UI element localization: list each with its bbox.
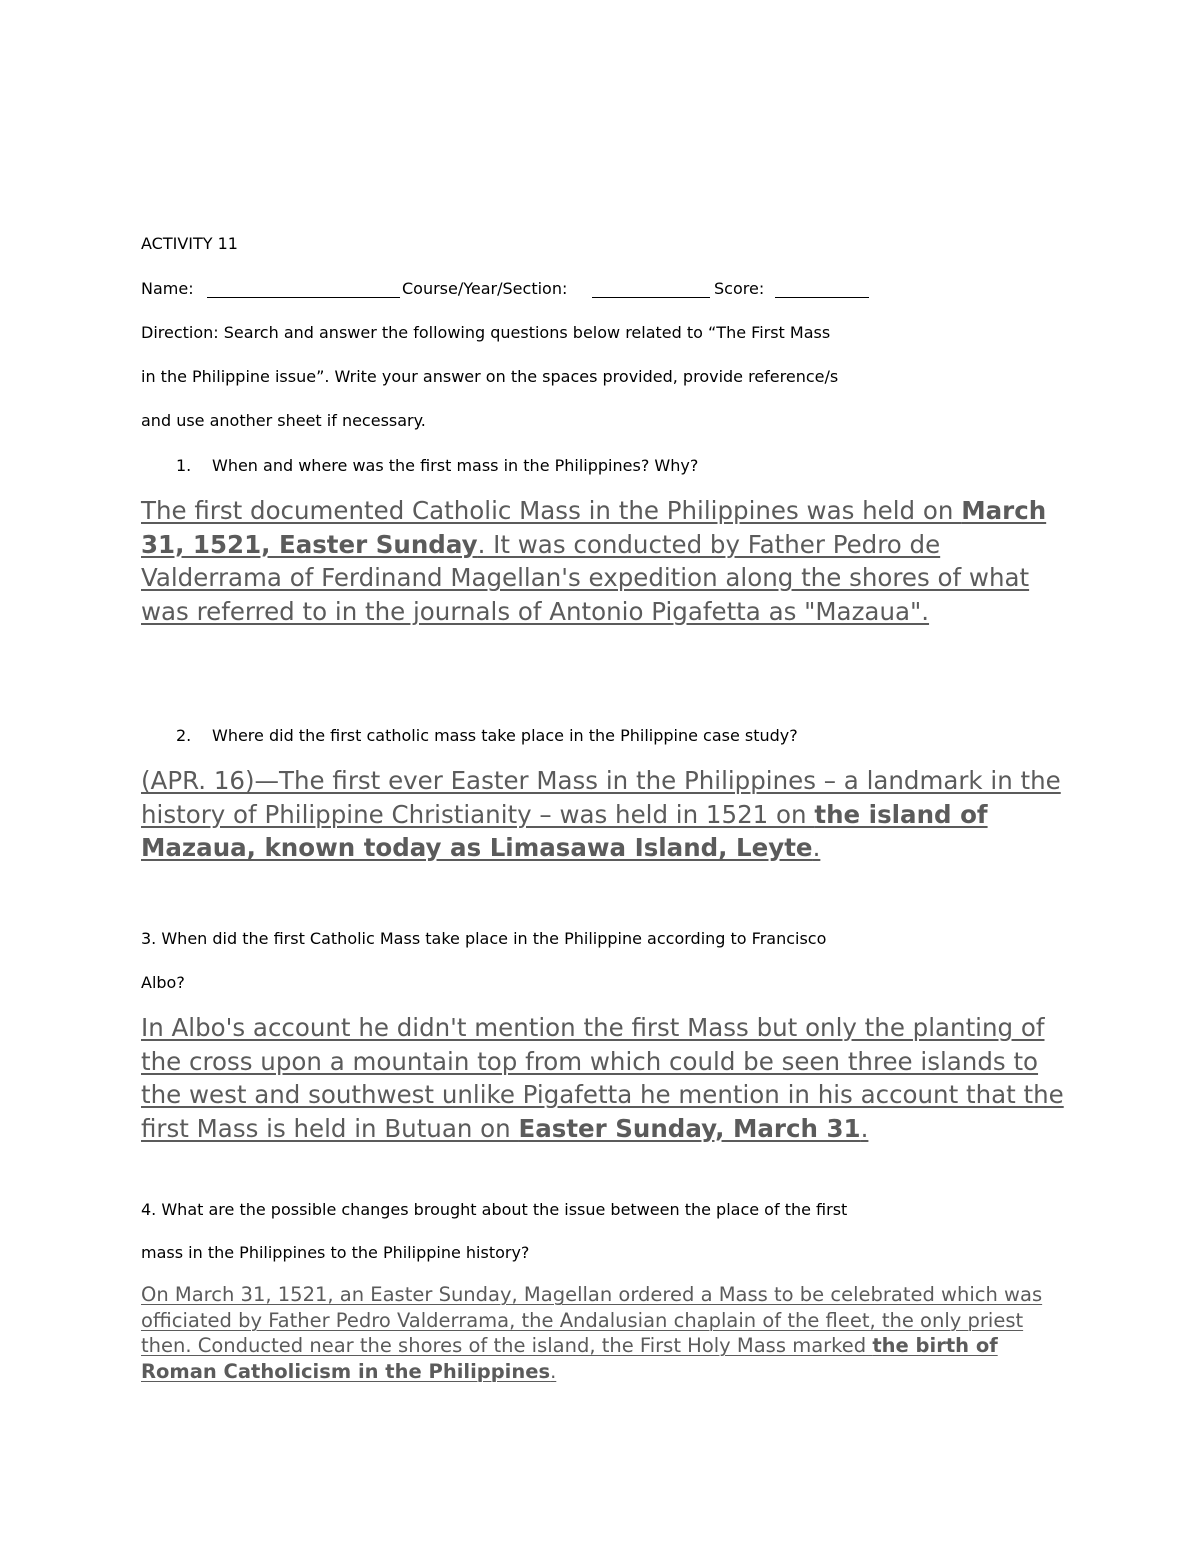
course-blank-line[interactable] (592, 297, 710, 298)
question-4-line-2: mass in the Philippines to the Philippine history? (141, 1243, 530, 1262)
answer-1-text-a: The first documented Catholic Mass in the Philippines was held on (141, 496, 962, 525)
answer-1-text-b: . It was conducted by Father Pedro de Valderrama of Ferdinand Magellan's expedition along the shores of what was referred to in the journals of Antonio Pigafetta as "Mazaua". (141, 529, 1030, 626)
question-2-number: 2. (176, 726, 192, 745)
name-blank-line[interactable] (207, 297, 400, 298)
course-label: Course/Year/Section: (402, 279, 568, 298)
answer-3-text-b: . (860, 1113, 869, 1143)
activity-title: ACTIVITY 11 (141, 234, 238, 253)
name-label: Name: (141, 279, 194, 298)
answer-1 (141, 494, 1071, 628)
question-1-number: 1. (176, 456, 192, 475)
answer-3 (141, 1011, 1071, 1145)
direction-line-1: Direction: Search and answer the following questions below related to “The First Mass (141, 323, 831, 342)
question-2-text: Where did the first catholic mass take place in the Philippine case study? (212, 726, 798, 745)
question-3-line-2: Albo? (141, 973, 185, 992)
answer-4-text-a: On March 31, 1521, an Easter Sunday, Magellan ordered a Mass to be celebrated which was officiated by Father Pedro Valderrama, the Andalusian chaplain of the fleet, the only priest then. Conducted near the shores of the island, the First Holy Mass marked (141, 1283, 1043, 1357)
question-2 (176, 726, 798, 745)
score-label: Score: (714, 279, 765, 298)
answer-2-text-b: . (812, 833, 821, 862)
score-label-row (714, 279, 764, 298)
answer-1-bold: March 31, 1521, Easter Sunday (141, 496, 1047, 559)
answer-3-text-a: In Albo's account he didn't mention the first Mass but only the planting of the cross upon a mountain top from which could be seen three islands to the west and southwest unlike Pigafetta he mention in his account that the first Mass is held in Butuan on (141, 1013, 1064, 1143)
question-1 (176, 456, 698, 475)
question-4-line-1: 4. What are the possible changes brought about the issue between the place of the first (141, 1200, 848, 1219)
course-label-row (402, 279, 567, 298)
direction-line-2: in the Philippine issue”. Write your answer on the spaces provided, provide reference/s (141, 367, 839, 386)
answer-4-text-b: . (550, 1359, 557, 1383)
answer-2-bold: the island of Mazaua, known today as Limasawa Island, Leyte (141, 799, 988, 862)
direction-line-3: and use another sheet if necessary. (141, 411, 426, 430)
answer-4-bold: the birth of Roman Catholicism in the Philippines (141, 1334, 998, 1383)
answer-3-bold: Easter Sunday, March 31 (518, 1113, 861, 1143)
question-1-text: When and where was the first mass in the Philippines? Why? (212, 456, 699, 475)
answer-2 (141, 764, 1071, 865)
question-3-line-1: 3. When did the first Catholic Mass take place in the Philippine according to Francisco (141, 929, 827, 948)
answer-2-text-a: (APR. 16)—The first ever Easter Mass in the Philippines – a landmark in the history of Philippine Christianity – was held in 1521 on (141, 766, 1061, 829)
header-fields-row (141, 279, 194, 298)
answer-4 (141, 1282, 1071, 1384)
score-blank-line[interactable] (775, 297, 869, 298)
